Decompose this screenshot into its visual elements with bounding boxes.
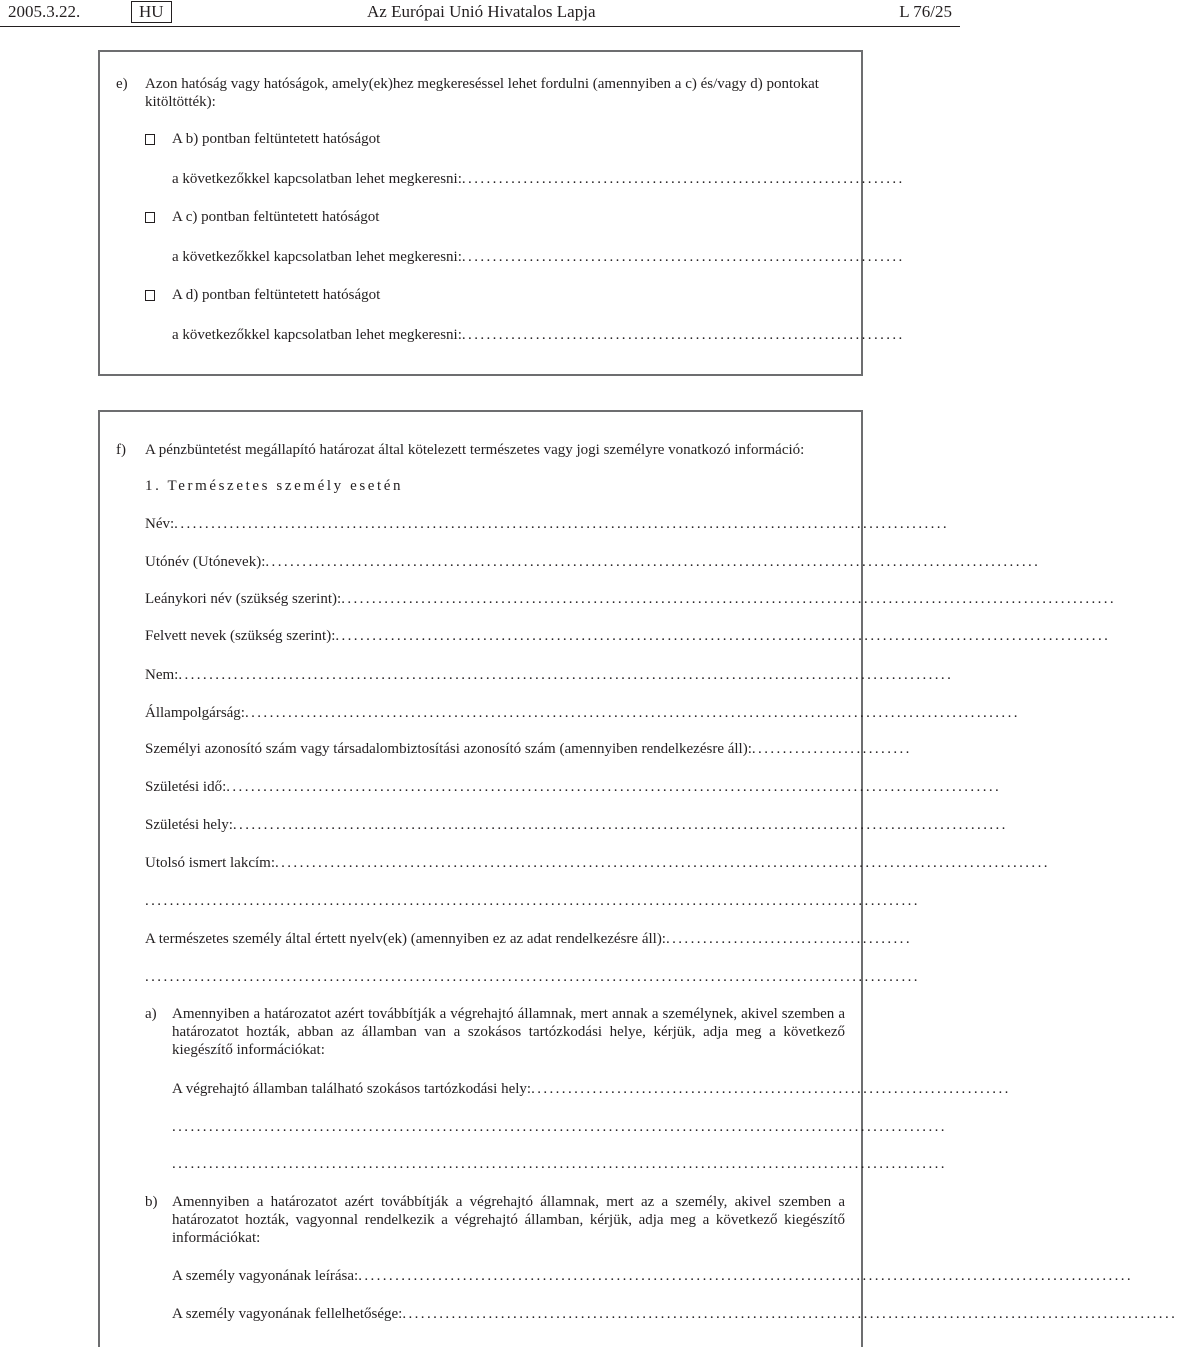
field-label: Születési idő:: [145, 779, 227, 795]
field-label: Születési hely:: [145, 817, 233, 833]
fill-dots[interactable]: ..............................................................................................................................: [402, 1306, 1177, 1322]
fill-dots[interactable]: ........................................................................: [461, 171, 905, 187]
field-label: Felvett nevek (szükség szerint):: [145, 628, 336, 644]
fill-dots[interactable]: ..............................................................................................................................: [265, 554, 1041, 570]
field-label: Név:: [145, 516, 175, 532]
fill-dots[interactable]: ........................................................................: [461, 249, 905, 265]
fill-dots[interactable]: ..............................................................................................................................: [335, 628, 1111, 644]
fill-dots[interactable]: ..............................................................................................................................: [178, 667, 954, 683]
fill-dots[interactable]: ..............................................................................................................................: [244, 705, 1020, 721]
option-c-detail-line: [172, 248, 905, 266]
fill-dots[interactable]: ........................................................................: [461, 327, 905, 343]
fill-dots[interactable]: ........................................: [665, 931, 912, 947]
option-d-detail-line: [172, 326, 905, 344]
checkbox-icon[interactable]: [145, 212, 155, 223]
option-b-detail-line: [172, 170, 905, 188]
checkbox-b[interactable]: [145, 132, 155, 150]
journal-title: Az Európai Unió Hivatalos Lapja: [367, 2, 596, 21]
field-sex-line: [145, 666, 954, 684]
field-aliases-line: [145, 627, 1111, 645]
item-a-marker: a): [145, 1006, 157, 1022]
residence-continuation-line-2: [172, 1155, 947, 1173]
option-d-detail: a következőkkel kapcsolatban lehet megkeresni:: [172, 327, 462, 343]
field-label: A személy vagyonának leírása:: [172, 1268, 359, 1284]
fill-dots[interactable]: ..............................................................................................................................: [341, 591, 1117, 607]
fill-dots[interactable]: ..............................................................................................................................: [274, 855, 1050, 871]
field-id-number-line: [145, 740, 912, 758]
checkbox-c[interactable]: [145, 210, 155, 228]
field-label: A személy vagyonának fellelhetősége:: [172, 1306, 403, 1322]
fill-dots[interactable]: ..............................................................................................................................: [172, 1119, 947, 1135]
fill-dots[interactable]: ..............................................................................................................................: [172, 1156, 947, 1172]
section-e-text: Azon hatóság vagy hatóságok, amely(ek)hez megkereséssel lehet fordulni (amennyiben a c) és/vagy d) pontokat kitöltötték):: [145, 76, 819, 110]
field-property-location-line: [172, 1305, 1177, 1323]
field-address-line: [145, 854, 1050, 872]
section-f-text: A pénzbüntetést megállapító határozat által kötelezett természetes vagy jogi személyre vonatkozó információ:: [145, 442, 805, 458]
fill-dots[interactable]: ..............................................................................................................................: [145, 969, 920, 985]
language-badge: HU: [131, 1, 172, 23]
field-name-line: [145, 515, 950, 533]
field-language-line: [145, 930, 912, 948]
section-e-marker: e): [116, 76, 128, 92]
option-b-label: A b) pontban feltüntetett hatóságot: [172, 131, 381, 147]
fill-dots[interactable]: ..........................: [751, 741, 912, 757]
fill-dots[interactable]: ..............................................................................: [531, 1081, 1011, 1097]
fill-dots[interactable]: ..............................................................................................................................: [232, 817, 1008, 833]
field-label: Utónév (Utónevek):: [145, 554, 266, 570]
fill-dots[interactable]: ..............................................................................................................................: [226, 779, 1002, 795]
section-f-marker: f): [116, 442, 126, 458]
field-birth-date-line: [145, 778, 1002, 796]
field-residence-line: [172, 1080, 1011, 1098]
field-label: Állampolgárság:: [145, 705, 245, 721]
item-b-marker: b): [145, 1194, 158, 1210]
field-property-description-line: [172, 1267, 1134, 1285]
checkbox-icon[interactable]: [145, 290, 155, 301]
address-continuation-line: [145, 892, 920, 910]
checkbox-icon[interactable]: [145, 134, 155, 145]
field-birth-place-line: [145, 816, 1008, 834]
field-forenames-line: [145, 553, 1041, 571]
item-a-text: Amennyiben a határozatot azért továbbítják a végrehajtó államnak, mert annak a személynek, akivel szemben a határozatot hozták, abban az államban van a szokásos tartózkodási helye, kérjük, adja meg a következő kiegészítő információkat:: [172, 1006, 845, 1058]
publication-date: 2005.3.22.: [8, 2, 81, 21]
field-label: Nem:: [145, 667, 179, 683]
option-d-label: A d) pontban feltüntetett hatóságot: [172, 287, 381, 303]
fill-dots[interactable]: ..............................................................................................................................: [145, 893, 920, 909]
field-label: Személyi azonosító szám vagy társadalombiztosítási azonosító szám (amennyiben rendelkezésre áll):: [145, 741, 752, 757]
fill-dots[interactable]: ..............................................................................................................................: [358, 1268, 1134, 1284]
item-b-text: Amennyiben a határozatot azért továbbítják a végrehajtó államnak, mert az a személy, akivel szemben a határozatot hozták, vagyonnal rendelkezik a végrehajtó államban, kérjük, adja meg a következő kiegészítő információkat:: [172, 1194, 845, 1246]
natural-person-heading: 1. Természetes személy esetén: [145, 478, 404, 494]
field-label: Leánykori név (szükség szerint):: [145, 591, 342, 607]
residence-continuation-line-1: [172, 1118, 947, 1136]
field-label: A végrehajtó államban található szokásos tartózkodási hely:: [172, 1081, 532, 1097]
option-c-detail: a következőkkel kapcsolatban lehet megkeresni:: [172, 249, 462, 265]
field-maiden-name-line: [145, 590, 1117, 608]
page-header: [0, 0, 960, 28]
page-reference: L 76/25: [899, 2, 952, 21]
checkbox-d[interactable]: [145, 288, 155, 306]
field-nationality-line: [145, 704, 1020, 722]
language-continuation-line: [145, 968, 920, 986]
fill-dots[interactable]: ..............................................................................................................................: [174, 516, 950, 532]
field-label: A természetes személy által értett nyelv(ek) (amennyiben ez az adat rendelkezésre áll):: [145, 931, 666, 947]
header-rule: [0, 26, 960, 27]
option-b-detail: a következőkkel kapcsolatban lehet megkeresni:: [172, 171, 462, 187]
field-label: Utolsó ismert lakcím:: [145, 855, 275, 871]
option-c-label: A c) pontban feltüntetett hatóságot: [172, 209, 380, 225]
